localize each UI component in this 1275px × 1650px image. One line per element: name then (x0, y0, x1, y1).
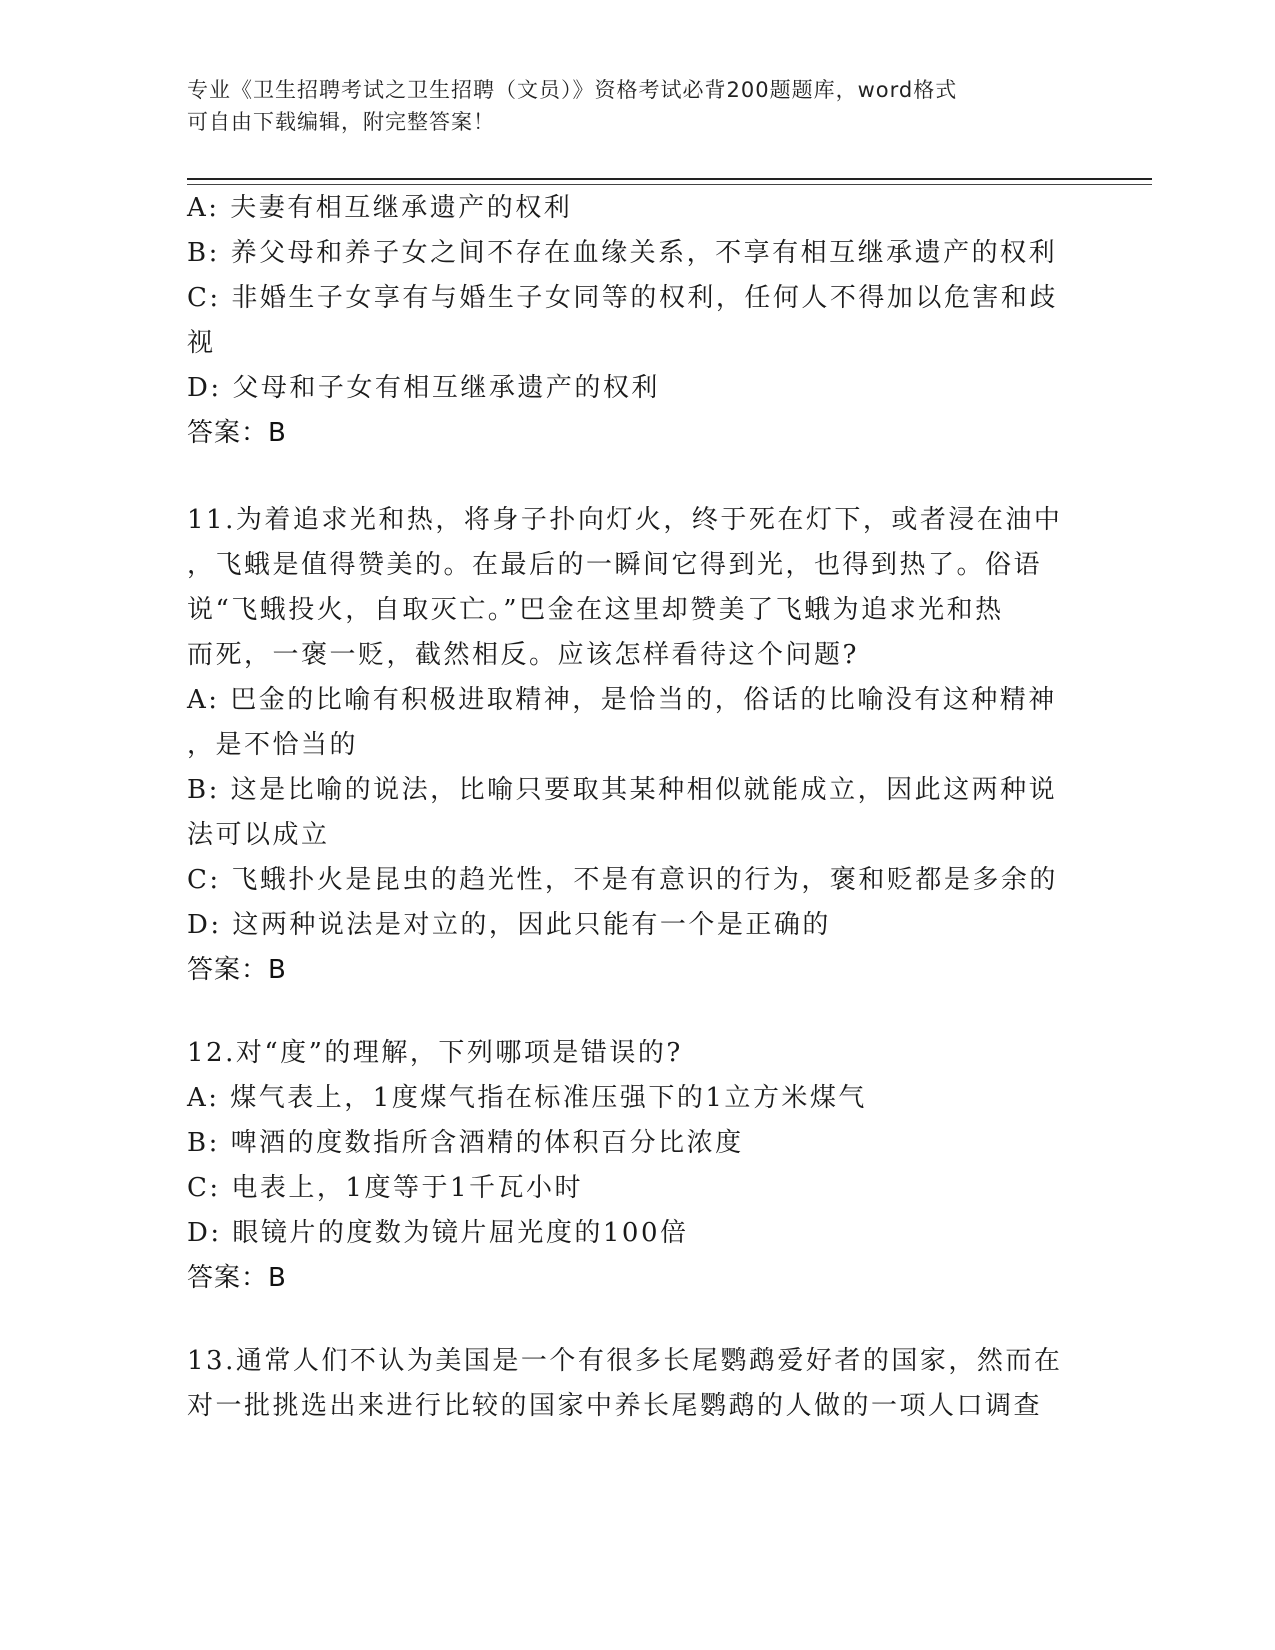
answer-line: 答案：B (187, 418, 287, 448)
question-stem-line: 11.为着追求光和热，将身子扑向灯火，终于死在灯下，或者浸在油中 (187, 505, 1063, 535)
option-line: C: 飞蛾扑火是昆虫的趋光性，不是有意识的行为，褒和贬都是多余的 (187, 865, 1058, 895)
question-12 (187, 1031, 1087, 1301)
option-line: B: 这是比喻的说法，比喻只要取其某种相似就能成立，因此这两种说 (187, 775, 1058, 805)
spacer (187, 1301, 1087, 1339)
header-divider-thin (187, 184, 1152, 185)
answer-line: 答案：B (187, 1263, 287, 1293)
option-line: C: 非婚生子女享有与婚生子女同等的权利，任何人不得加以危害和歧 (187, 283, 1058, 313)
answer-line: 答案：B (187, 955, 287, 985)
spacer (187, 993, 1087, 1031)
option-line: 视 (187, 328, 216, 358)
question-stem-line: ，飞蛾是值得赞美的。在最后的一瞬间它得到光，也得到热了。俗语 (187, 550, 1043, 580)
header-title-line-2: 可自由下载编辑，附完整答案！ (187, 110, 495, 134)
option-line: A: 巴金的比喻有积极进取精神，是恰当的，俗话的比喻没有这种精神 (187, 685, 1057, 715)
option-line: B: 啤酒的度数指所含酒精的体积百分比浓度 (187, 1128, 744, 1158)
option-line: 法可以成立 (187, 820, 330, 850)
question-stem-line: 说“飞蛾投火，自取灭亡。”巴金在这里却赞美了飞蛾为追求光和热 (187, 595, 1004, 625)
question-stem-line: 对一批挑选出来进行比较的国家中养长尾鹦鹉的人做的一项人口调查 (187, 1391, 1043, 1421)
spacer (187, 456, 1087, 498)
option-line: A: 煤气表上，1度煤气指在标准压强下的1立方米煤气 (187, 1083, 867, 1113)
question-stem-line: 12.对“度”的理解，下列哪项是错误的? (187, 1038, 683, 1068)
option-line: D: 眼镜片的度数为镜片屈光度的100倍 (187, 1218, 689, 1248)
option-line: C: 电表上，1度等于1千瓦小时 (187, 1173, 584, 1203)
option-line: D: 父母和子女有相互继承遗产的权利 (187, 373, 660, 403)
question-stem-line: 13.通常人们不认为美国是一个有很多长尾鹦鹉爱好者的国家，然而在 (187, 1346, 1063, 1376)
question-13 (187, 1339, 1087, 1429)
question-11 (187, 498, 1087, 993)
header-divider-thick (187, 178, 1152, 180)
header-title-line-1: 专业《卫生招聘考试之卫生招聘（文员）》资格考试必背200题题库，word格式 (187, 78, 958, 102)
option-line: A: 夫妻有相互继承遗产的权利 (187, 193, 573, 223)
option-line: D: 这两种说法是对立的，因此只能有一个是正确的 (187, 910, 831, 940)
option-line: ，是不恰当的 (187, 730, 359, 760)
question-stem-line: 而死，一褒一贬，截然相反。应该怎样看待这个问题? (187, 640, 859, 670)
question-content (187, 186, 1087, 1429)
option-line: B: 养父母和养子女之间不存在血缘关系，不享有相互继承遗产的权利 (187, 238, 1058, 268)
document-header (187, 74, 1087, 138)
question-10 (187, 186, 1087, 456)
